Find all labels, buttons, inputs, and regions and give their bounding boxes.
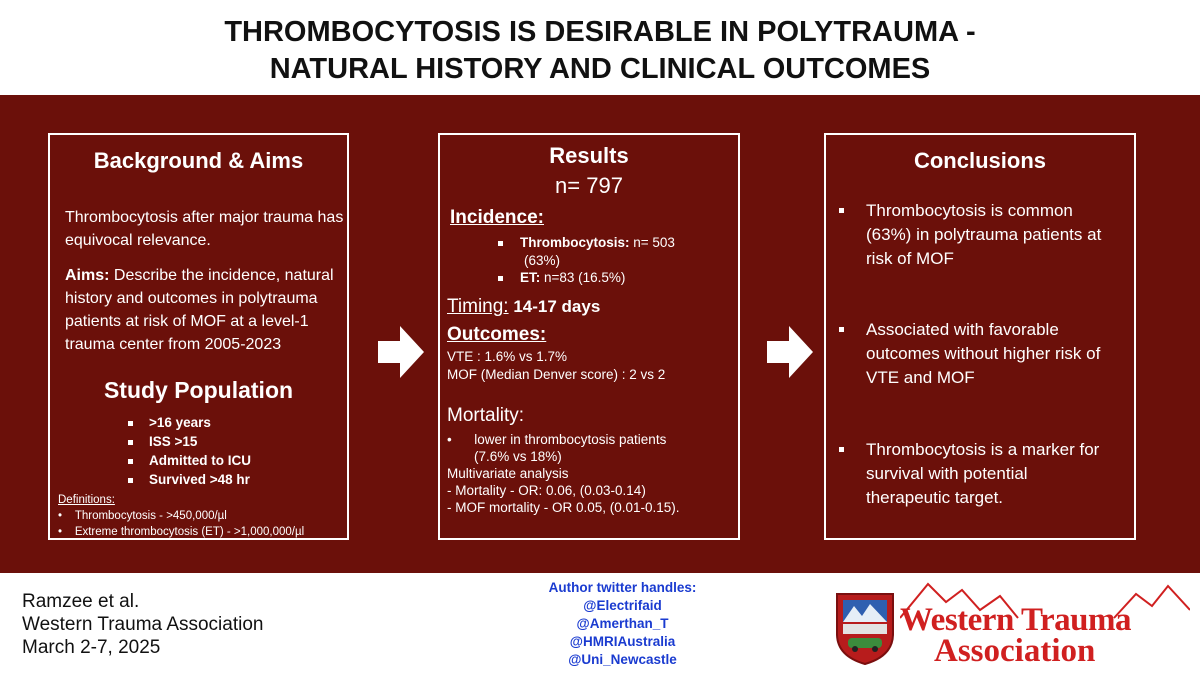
study-population-heading: Study Population	[103, 377, 294, 403]
incidence-label: Incidence:	[450, 207, 544, 228]
bullet-icon	[498, 241, 503, 246]
list-item: • lower in thrombocytosis patients	[447, 432, 667, 447]
handle-link[interactable]: @HMRIAustralia	[569, 634, 676, 649]
bullet-icon	[498, 276, 503, 281]
aims-paragraph	[65, 264, 345, 356]
conclusion-item: Associated with favorable outcomes without higher risk of VTE and MOF	[839, 318, 1100, 390]
logo-line-2: Association	[934, 633, 1096, 669]
background-heading: Background & Aims	[93, 148, 304, 173]
arrow-right-icon	[378, 326, 424, 383]
results-heading: Results	[549, 143, 629, 168]
bullet-icon	[128, 478, 133, 483]
mortality-details: • lower in thrombocytosis patients (7.6% vs 18%) Multivariate analysis - Mortality - OR: 0.06, (0.03-0.14) - MOF mortality - OR 0.05, (0.01-0.15).	[447, 431, 737, 516]
conclusions-heading: Conclusions	[913, 148, 1046, 173]
poster-title	[0, 14, 1200, 88]
logo-line-1: Western Trauma	[900, 602, 1132, 638]
list-item: Survived >48 hr	[128, 470, 251, 489]
conclusion-item: Thrombocytosis is common (63%) in polytrauma patients at risk of MOF	[839, 199, 1101, 271]
mortality-label: Mortality:	[447, 405, 525, 426]
definitions	[58, 492, 348, 540]
bullet-icon	[128, 421, 133, 426]
citation-author: Ramzee et al.	[22, 591, 140, 612]
incidence-et: ET: n=83 (16.5%)	[498, 270, 625, 285]
mv-mortality: - Mortality - OR: 0.06, (0.03-0.14)	[447, 483, 646, 498]
wta-shield-logo	[834, 590, 896, 671]
definition-item: • Thrombocytosis - >450,000/µl	[58, 510, 227, 522]
bullet-icon	[839, 327, 844, 332]
multivariate-label: Multivariate analysis	[447, 466, 569, 481]
bullet-icon	[128, 440, 133, 445]
outcomes-label: Outcomes:	[447, 324, 547, 345]
handle-link[interactable]: @Uni_Newcastle	[568, 652, 677, 667]
background-intro: Thrombocytosis after major trauma has equivocal relevance.	[65, 209, 344, 249]
results-panel	[438, 133, 740, 540]
citation-dates: March 2-7, 2025	[22, 637, 161, 658]
handle-link[interactable]: @Electrifaid	[583, 598, 662, 613]
bullet-icon	[839, 447, 844, 452]
background-panel	[48, 133, 349, 540]
list-item: Admitted to ICU	[128, 451, 251, 470]
bullet-icon	[839, 208, 844, 213]
definition-item: • Extreme thrombocytosis (ET) - >1,000,000/µl	[58, 526, 305, 538]
wta-wordmark	[900, 602, 1132, 669]
handle-link[interactable]: @Amerthan_T	[576, 616, 669, 631]
citation-org: Western Trauma Association	[22, 614, 264, 635]
title-line-1: THROMBOCYTOSIS IS DESIRABLE IN POLYTRAUMA -	[224, 16, 976, 48]
population-list	[128, 413, 251, 489]
aims-label: Aims:	[65, 267, 110, 284]
sample-size: n= 797	[555, 173, 623, 198]
twitter-handles	[510, 579, 735, 669]
list-item: >16 years	[128, 413, 251, 432]
timing: Timing: 14-17 days	[447, 296, 601, 317]
aims-text: Describe the incidence, natural history and outcomes in polytrauma patients at risk of MOF at a level-1 trauma center from 2005-2023	[65, 267, 334, 353]
list-item: ISS >15	[128, 432, 251, 451]
mv-mof: - MOF mortality - OR 0.05, (0.01-0.15).	[447, 500, 680, 515]
definitions-label: Definitions:	[58, 494, 115, 506]
mof-value: MOF (Median Denver score) : 2 vs 2	[447, 367, 666, 382]
bullet-icon	[128, 459, 133, 464]
conclusion-item: Thrombocytosis is a marker for survival with potential therapeutic target.	[839, 438, 1099, 510]
incidence-thrombocytosis: Thrombocytosis: n= 503 (63%)	[498, 234, 733, 270]
conclusions-panel	[824, 133, 1136, 540]
citation	[22, 590, 263, 659]
outcomes-values	[447, 348, 665, 384]
handles-title: Author twitter handles:	[548, 580, 697, 595]
arrow-right-icon	[767, 326, 813, 383]
vte-value: VTE : 1.6% vs 1.7%	[447, 349, 568, 364]
title-line-2: NATURAL HISTORY AND CLINICAL OUTCOMES	[269, 53, 931, 85]
